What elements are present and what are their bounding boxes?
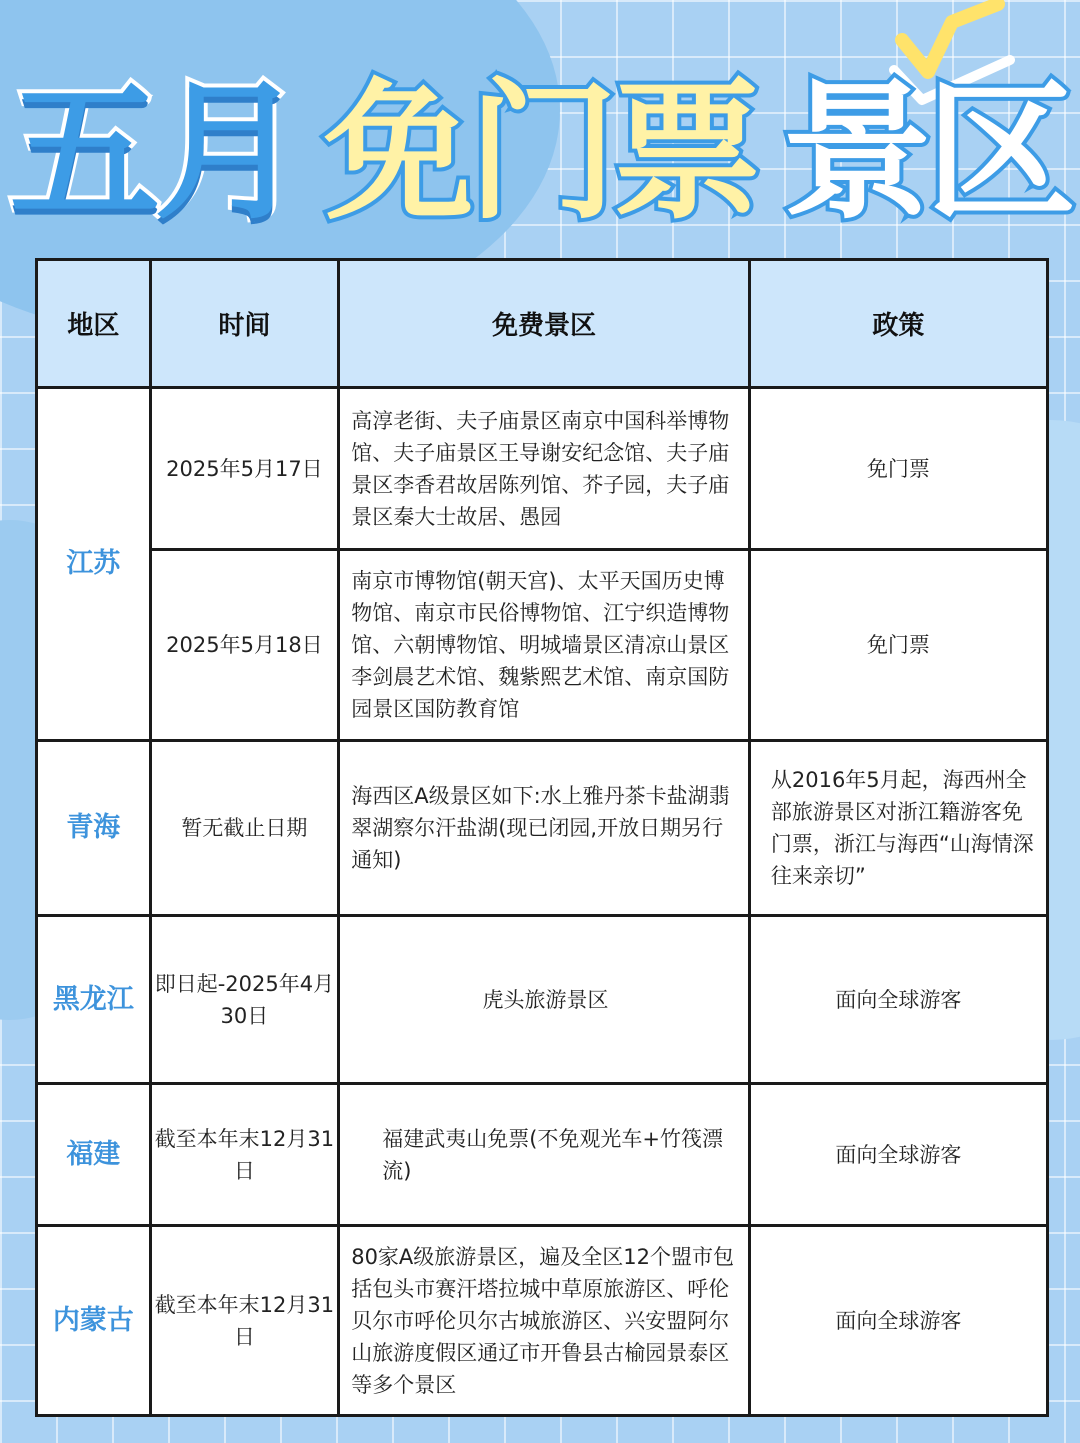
region-cell: 内蒙古 xyxy=(37,1226,151,1416)
time-cell: 即日起-2025年4月30日 xyxy=(150,916,339,1084)
header-policy: 政策 xyxy=(749,260,1047,388)
region-cell: 江苏 xyxy=(37,388,151,741)
policy-cell: 免门票 xyxy=(749,550,1047,741)
table-row xyxy=(37,388,1048,550)
header-spots: 免费景区 xyxy=(339,260,750,388)
table-row xyxy=(37,550,1048,741)
spots-cell: 虎头旅游景区 xyxy=(339,916,750,1084)
time-cell: 2025年5月18日 xyxy=(150,550,339,741)
free-scenic-table xyxy=(35,258,1049,1414)
table-row xyxy=(37,916,1048,1084)
time-cell: 暂无截止日期 xyxy=(150,741,339,916)
region-cell: 福建 xyxy=(37,1084,151,1226)
region-cell: 青海 xyxy=(37,741,151,916)
title-part-month: 五月 xyxy=(9,66,298,240)
spots-cell: 高淳老街、夫子庙景区南京中国科举博物馆、夫子庙景区王导谢安纪念馆、夫子庙景区李香君故居陈列馆、芥子园，夫子庙景区秦大士故居、愚园 xyxy=(339,388,750,550)
page-title xyxy=(0,58,1080,248)
policy-cell: 免门票 xyxy=(749,388,1047,550)
spots-cell: 福建武夷山免票(不免观光车+竹筏漂流) xyxy=(339,1084,750,1226)
spots-cell: 南京市博物馆(朝天宫)、太平天国历史博物馆、南京市民俗博物馆、江宁织造博物馆、六朝博物馆、明城墙景区清凉山景区李剑晨艺术馆、魏紫熙艺术馆、南京国防园景区国防教育馆 xyxy=(339,550,750,741)
time-cell: 截至本年末12月31日 xyxy=(150,1084,339,1226)
table-row xyxy=(37,1084,1048,1226)
spots-cell: 80家A级旅游景区，遍及全区12个盟市包括包头市赛汗塔拉城中草原旅游区、呼伦贝尔市呼伦贝尔古城旅游区、兴安盟阿尔山旅游度假区通辽市开鲁县古榆园景泰区等多个景区 xyxy=(339,1226,750,1416)
time-cell: 2025年5月17日 xyxy=(150,388,339,550)
policy-cell: 面向全球游客 xyxy=(749,1084,1047,1226)
time-cell: 截至本年末12月31日 xyxy=(150,1226,339,1416)
table-row xyxy=(37,741,1048,916)
policy-cell: 面向全球游客 xyxy=(749,1226,1047,1416)
spots-cell: 海西区A级景区如下:水上雅丹茶卡盐湖翡翠湖察尔汗盐湖(现已闭园,开放日期另行通知) xyxy=(339,741,750,916)
title-part-scenic: 景区 xyxy=(782,66,1071,240)
table-header-row xyxy=(37,260,1048,388)
policy-cell: 从2016年5月起，海西州全部旅游景区对浙江籍游客免门票，浙江与海西“山海情深往来亲切” xyxy=(749,741,1047,916)
policy-cell: 面向全球游客 xyxy=(749,916,1047,1084)
table-row xyxy=(37,1226,1048,1416)
region-cell: 黑龙江 xyxy=(37,916,151,1084)
title-part-free: 免门票 xyxy=(323,66,756,240)
header-time: 时间 xyxy=(150,260,339,388)
header-region: 地区 xyxy=(37,260,151,388)
